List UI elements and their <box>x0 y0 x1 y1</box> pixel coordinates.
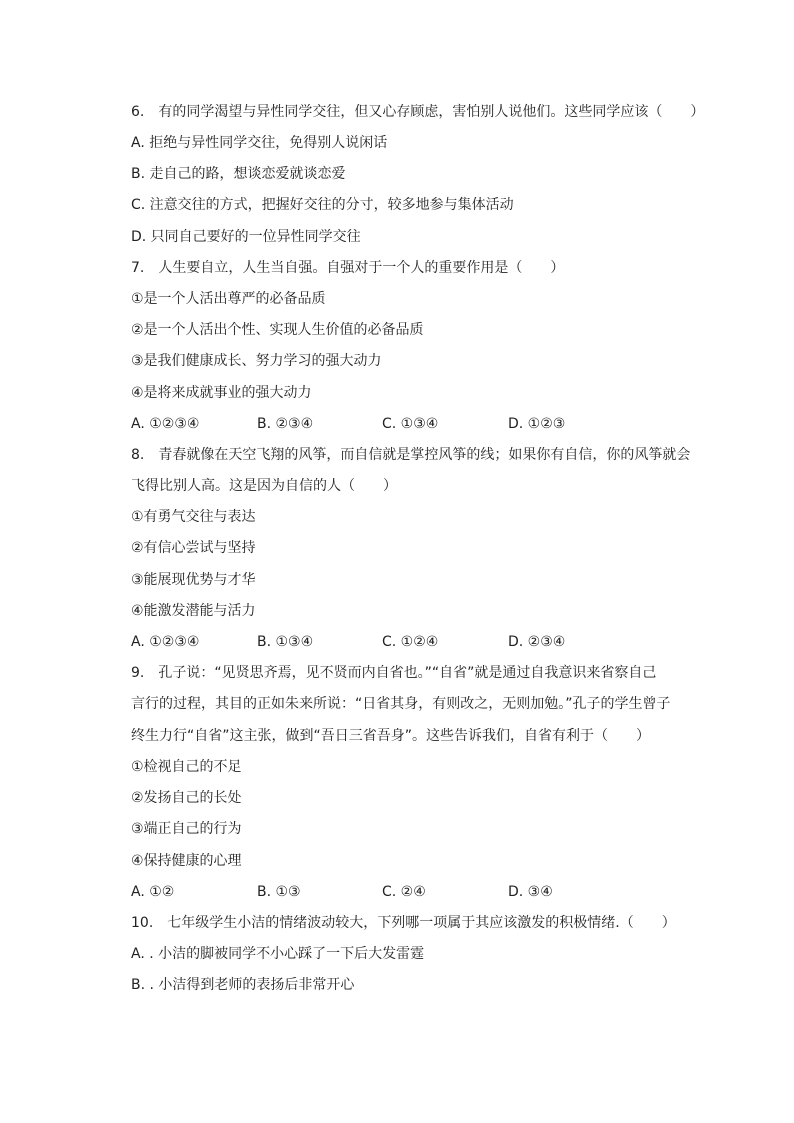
question-8-item-1: ①有勇气交往与表达 <box>131 509 256 525</box>
question-7-item-4: ④是将来成就事业的强大动力 <box>131 385 312 401</box>
question-8-stem-line-2: 飞得比别人高。这是因为自信的人（ ） <box>131 478 397 494</box>
question-7-item-3: ③是我们健康成长、努力学习的强大动力 <box>131 353 382 369</box>
question-6-option-b: B. 走自己的路，想谈恋爱就谈恋爱 <box>131 166 346 182</box>
question-7-item-1: ①是一个人活出尊严的必备品质 <box>131 291 326 307</box>
question-7-stem: 7. 人生要自立，人生当自强。自强对于一个人的重要作用是（ ） <box>131 260 565 276</box>
question-8-choice-b: B. ①③④ <box>257 634 314 650</box>
question-6-stem: 6. 有的同学渴望与异性同学交往，但又心存顾虑，害怕别人说他们。这些同学应该（ ） <box>131 104 705 120</box>
question-8-choice-d: D. ②③④ <box>508 634 566 650</box>
question-9-stem-line-1: 9. 孔子说：“见贤思齐焉，见不贤而内自省也。”“自省”就是通过自我意识来省察自己 <box>131 665 657 681</box>
question-6-option-a: A. 拒绝与异性同学交往，免得别人说闲话 <box>131 135 388 151</box>
question-8-choice-a: A. ①②③④ <box>131 634 200 650</box>
question-9-choice-c: C. ②④ <box>382 884 426 900</box>
question-7-choice-c: C. ①③④ <box>382 416 439 432</box>
question-8-item-4: ④能激发潜能与活力 <box>131 603 256 619</box>
question-9-stem-line-3: 终生力行“自省”这主张，做到“吾日三省吾身”。这些告诉我们，自省有利于（ ） <box>131 728 651 744</box>
question-9-item-2: ②发扬自己的长处 <box>131 790 242 806</box>
question-6-option-c: C. 注意交往的方式，把握好交往的分寸，较多地参与集体活动 <box>131 197 514 213</box>
question-10-option-a: A. . 小洁的脚被同学不小心踩了一下后大发雷霆 <box>131 946 425 962</box>
question-8-item-3: ③能展现优势与才华 <box>131 572 256 588</box>
question-10-stem: 10. 七年级学生小洁的情绪波动较大，下列哪一项属于其应该激发的积极情绪.（ ） <box>131 915 676 931</box>
question-8-item-2: ②有信心尝试与坚持 <box>131 540 256 556</box>
question-7-choice-d: D. ①②③ <box>508 416 566 432</box>
question-9-item-4: ④保持健康的心理 <box>131 853 242 869</box>
question-9-item-1: ①检视自己的不足 <box>131 759 242 775</box>
question-10-option-b: B. . 小洁得到老师的表扬后非常开心 <box>131 977 355 993</box>
question-7-choice-b: B. ②③④ <box>257 416 314 432</box>
question-7-choice-a: A. ①②③④ <box>131 416 200 432</box>
question-7-item-2: ②是一个人活出个性、实现人生价值的必备品质 <box>131 322 424 338</box>
question-9-choice-a: A. ①② <box>131 884 175 900</box>
question-9-choice-d: D. ③④ <box>508 884 553 900</box>
question-9-stem-line-2: 言行的过程，其目的正如朱来所说：“日省其身，有则改之，无则加勉。”孔子的学生曾子 <box>131 696 671 712</box>
question-9-choice-b: B. ①③ <box>257 884 301 900</box>
question-8-choice-c: C. ①②④ <box>382 634 439 650</box>
question-6-option-d: D. 只同自己要好的一位异性同学交往 <box>131 229 361 245</box>
question-9-item-3: ③端正自己的行为 <box>131 821 242 837</box>
question-8-stem-line-1: 8. 青春就像在天空飞翔的风筝，而自信就是掌控风筝的线；如果你有自信，你的风筝就会 <box>131 447 691 463</box>
